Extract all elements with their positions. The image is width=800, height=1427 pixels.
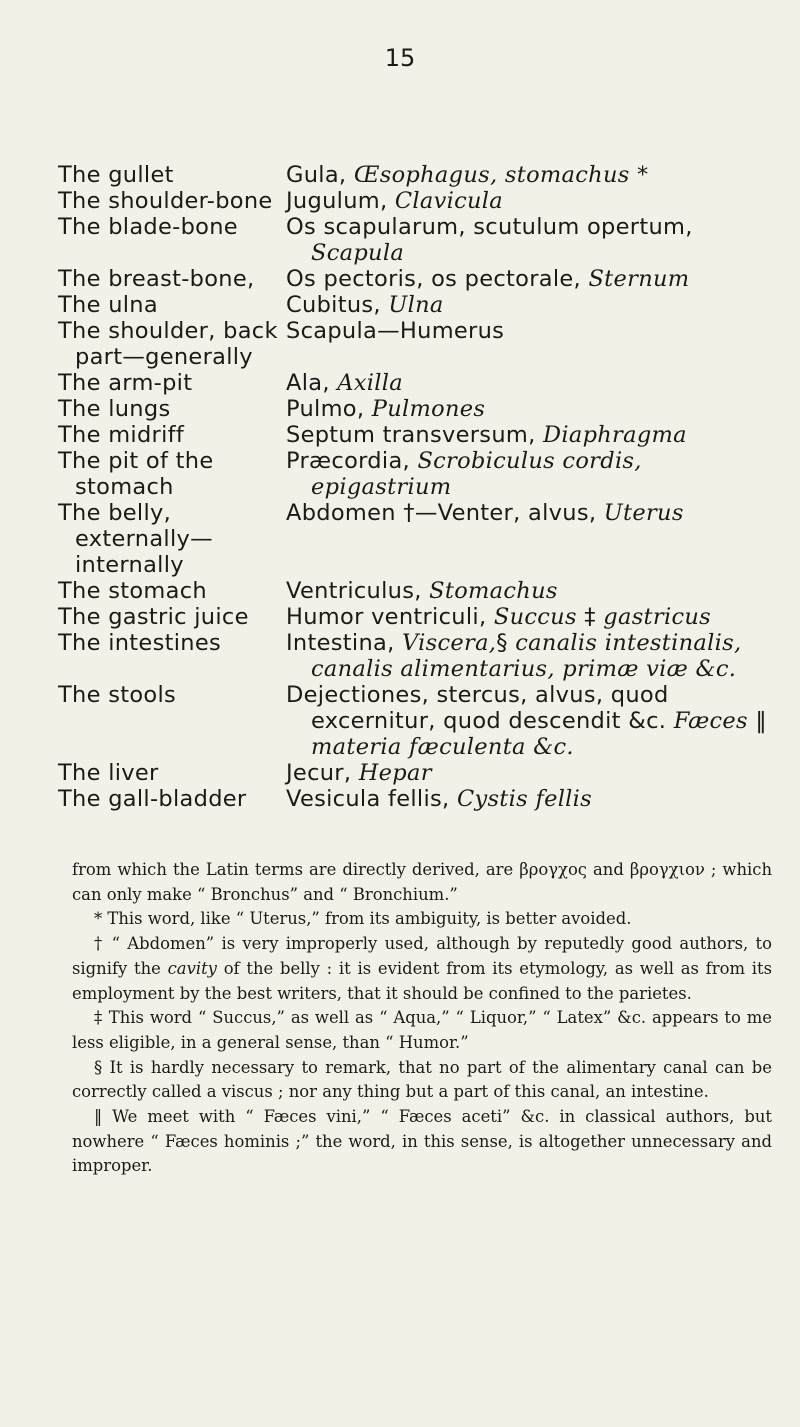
latin-term-segment: Scapula—Humerus [286,318,505,344]
latin-term-segment: Ulna [388,292,444,318]
latin-term [286,786,780,812]
latin-term [286,604,780,630]
latin-term-segment: Hepar [358,760,432,786]
latin-term [286,760,780,786]
footnote-double-dagger: ‡ This word “ Succus,” as well as “ Aqua,” “ Liquor,” “ Latex” &c. appears to me less eligible, in a general sense, than “ Humor.” [72,1008,772,1052]
latin-term-segment: Jugulum, [286,188,395,214]
english-term: The shoulder, back part—generally [58,318,278,370]
latin-term-segment: Scapula [311,240,405,266]
latin-term-segment: Dejectiones, stercus, alvus, quod excernitur, quod descendit &c. [286,682,674,734]
latin-term [286,292,780,318]
footnote-dagger-text-a: † “ Abdomen” is very improperly used, although by reputedly good authors, to signify the [72,934,772,978]
latin-term-segment: Pulmones [371,396,486,422]
latin-term [286,318,780,370]
footnote-dagger [72,932,772,1006]
term-row [58,578,780,604]
latin-term-segment: Cubitus, [286,292,389,318]
english-term: The belly, externally—internally [58,500,213,578]
term-row [58,448,780,500]
term-row [58,604,780,630]
latin-term [286,500,780,578]
english-term: The stomach [58,578,207,604]
latin-term-segment: Uterus [603,500,684,526]
latin-term-segment: * [629,162,649,188]
english-term: The liver [58,760,159,786]
latin-term-segment: Ala, [286,370,338,396]
latin-term-segment: Succus [493,604,577,630]
latin-term-segment: gastricus [603,604,711,630]
latin-term-segment: Diaphragma [543,422,687,448]
english-term: The shoulder-bone [58,188,273,214]
latin-term-segment: Viscera, [402,630,497,656]
english-term: The gastric juice [58,604,249,630]
term-row [58,422,780,448]
footnote-dagger-emph: cavity [167,958,217,978]
footnote-asterisk: * This word, like “ Uterus,” from its ambiguity, is better avoided. [94,909,632,929]
latin-term-segment: Præcordia, [286,448,418,474]
english-term: The lungs [58,396,171,422]
footnote-section: § It is hardly necessary to remark, that no part of the alimentary canal can be correctly called a viscus ; nor any thing but a part of this canal, an intestine. [72,1057,772,1102]
latin-term-segment: Jecur, [286,760,359,786]
latin-term-segment: Ventriculus, [286,578,430,604]
latin-term-segment: Pulmo, [286,396,372,422]
latin-term-segment: Os scapularum, scutulum opertum, [286,214,693,240]
latin-term-segment: ‡ [576,604,604,630]
latin-term-segment: § [496,630,516,656]
term-row [58,292,780,318]
latin-term-segment: Intestina, [286,630,403,656]
latin-term-segment: Septum transversum, [286,422,544,448]
term-row [58,188,780,214]
term-row [58,370,780,396]
latin-term-segment: materia fæculenta &c. [311,734,574,760]
english-term: The blade-bone [58,214,238,240]
term-row [58,682,780,760]
latin-term-segment: Sternum [588,266,690,292]
latin-term-segment: Stomachus [429,578,558,604]
term-row [58,214,780,266]
latin-term-segment: Abdomen †—Venter, alvus, [286,500,604,526]
latin-term [286,630,780,682]
latin-term-segment: Axilla [337,370,403,396]
term-row [58,318,780,370]
footnote-continuation: from which the Latin terms are directly derived, are βρογχος and βρογχιον ; which can only make “ Bronchus” and “ Bronchium.” [72,860,772,904]
english-term: The breast-bone, [58,266,255,292]
term-row [58,396,780,422]
english-term: The stools [58,682,177,708]
terms-table [58,162,780,812]
footnote-dagger-text-c: of the belly : it is evident from its etymology, as well as from its employment by the best writers, that it should be confined to the parietes. [72,958,772,1003]
latin-term [286,578,780,604]
term-row [58,162,780,188]
latin-term [286,396,780,422]
latin-term [286,682,780,760]
latin-term-segment: Œsophagus, stomachus [353,162,630,188]
term-row [58,500,780,578]
english-term: The intestines [58,630,221,656]
latin-term-segment: Vesicula fellis, [286,786,457,812]
latin-term-segment: Fæces [673,708,748,734]
footnote-parallel: ‖ We meet with “ Fæces vini,” “ Fæces aceti” &c. in classical authors, but nowhere “ Fæces hominis ;” the word, in this sense, is altogether unnecessary and improper. [72,1107,772,1176]
english-term: The gall-bladder [58,786,247,812]
latin-term [286,214,780,266]
latin-term-segment: ‖ [747,708,767,734]
english-term: The ulna [58,292,158,318]
page-number: 15 [384,44,416,72]
term-row [58,760,780,786]
latin-term-segment: Clavicula [394,188,504,214]
latin-term-segment: Scrobiculus cordis, epigastrium [311,448,642,500]
term-row [58,630,780,682]
latin-term [286,422,780,448]
latin-term [286,448,780,500]
latin-term [286,188,780,214]
latin-term-segment: Humor ventriculi, [286,604,494,630]
english-term: The arm-pit [58,370,193,396]
english-term: The pit of the stomach [58,448,214,500]
english-term: The gullet [58,162,174,188]
latin-term-segment: Os pectoris, os pectorale, [286,266,589,292]
latin-term [286,162,780,188]
term-row [58,786,780,812]
footnotes [72,858,772,1179]
english-term: The midriff [58,422,185,448]
latin-term-segment: canalis intestinalis, canalis alimentarius, primæ viæ &c. [311,630,742,682]
latin-term [286,370,780,396]
latin-term-segment: Gula, [286,162,354,188]
latin-term [286,266,780,292]
latin-term-segment: Cystis fellis [456,786,593,812]
term-row [58,266,780,292]
